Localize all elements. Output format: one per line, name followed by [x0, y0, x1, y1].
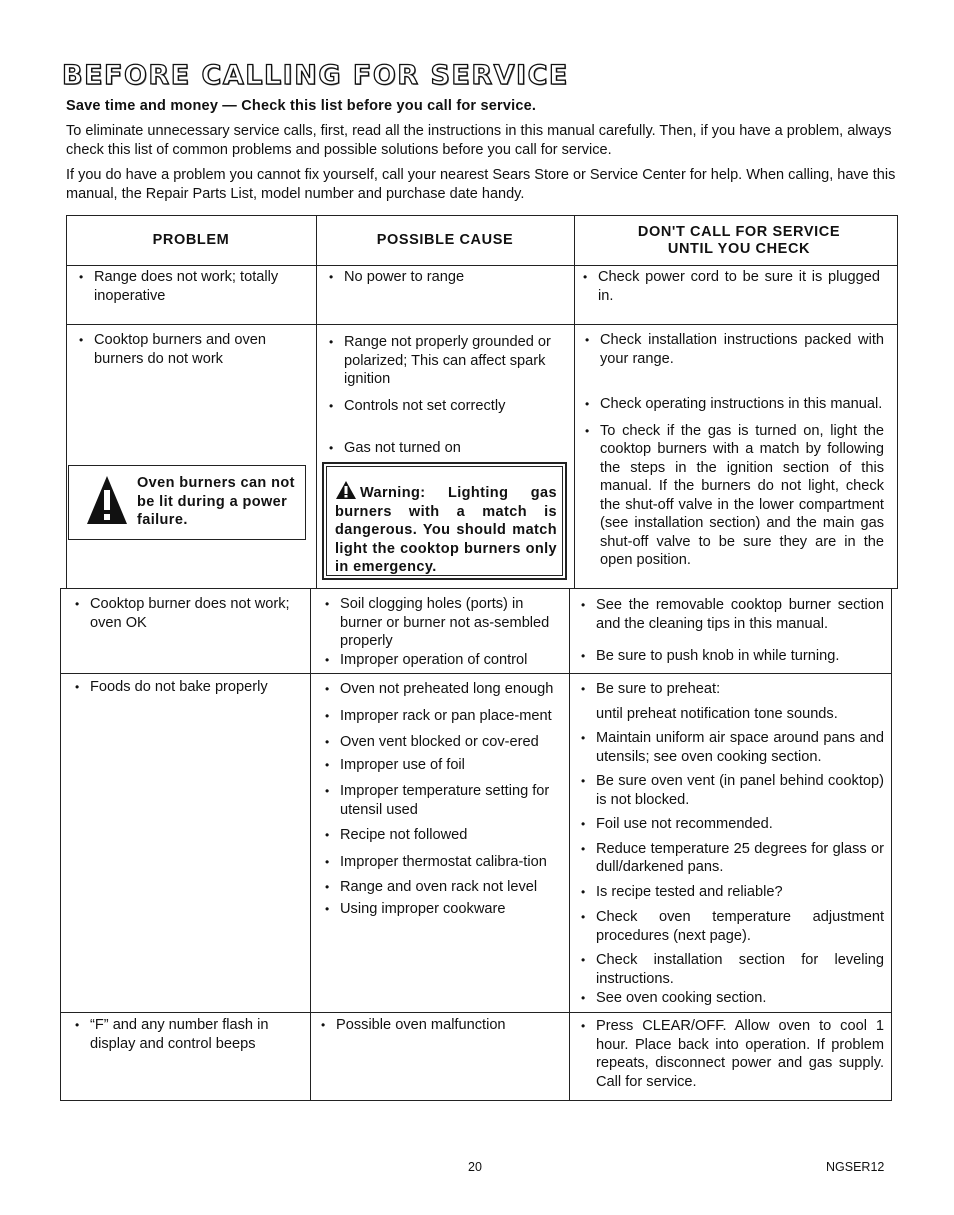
- table-row: [580, 268, 880, 312]
- check-text: • Check oven temperature adjustment procedures (next page).: [578, 908, 884, 945]
- cause-text: • Using improper cookware: [322, 900, 566, 919]
- cause-text: • Improper operation of control: [322, 651, 566, 670]
- cause-text: • Improper use of foil: [322, 756, 566, 775]
- check-text: • Check operating instructions in this manual.: [582, 395, 884, 414]
- check-text: • Press CLEAR/OFF. Allow oven to cool 1 hour. Place back into operation. If problem repeats, disconnect power and gas supply. Call for service.: [578, 1017, 884, 1091]
- check-text: • Be sure to push knob in while turning.: [578, 647, 884, 666]
- table-row: [326, 268, 570, 294]
- cause-text: • Controls not set correctly: [326, 397, 570, 416]
- check-text: • Check installation section for leveling instructions.: [578, 951, 884, 988]
- cause-text: • Possible oven malfunction: [318, 1016, 564, 1035]
- header-dont-call: DON'T CALL FOR SERVICE UNTIL YOU CHECK: [637, 224, 841, 257]
- problem-text: • Foods do not bake properly: [72, 678, 308, 697]
- cause-text: • Improper thermostat calibra-tion: [322, 853, 566, 872]
- warning-icon: [85, 474, 129, 526]
- cause-text: • Gas not turned on: [326, 439, 570, 458]
- caution-box: [68, 465, 306, 540]
- cause-text: • Range not properly grounded or polarized; This can affect spark ignition: [326, 333, 570, 389]
- cause-text: • Range and oven rack not level: [322, 878, 566, 897]
- check-text: • Be sure to preheat:: [578, 680, 884, 699]
- warning-text: Lighting gas burners with a match is dangerous. You should match light the cooktop burners only in emergency.: [335, 485, 557, 575]
- page-number: 20: [468, 1160, 482, 1174]
- warning-icon: [335, 480, 357, 500]
- problem-text: • Range does not work; totally inoperative: [76, 268, 312, 305]
- check-text: • Be sure oven vent (in panel behind cooktop) is not blocked.: [578, 772, 884, 809]
- check-text: • Is recipe tested and reliable?: [578, 883, 884, 902]
- caution-text: Oven burners can not be lit during a power failure.: [137, 475, 295, 528]
- subtitle: Save time and money — Check this list before you call for service.: [66, 98, 537, 114]
- intro-paragraph: To eliminate unnecessary service calls, first, read all the instructions in this manual carefully. Then, if you have a problem, always check this list of common problems and possible solutions before you call for service.: [66, 123, 892, 158]
- cause-text: • Oven not preheated long enough: [322, 680, 566, 699]
- problem-text: • “F” and any number flash in display and control beeps: [72, 1016, 308, 1053]
- check-text: • Foil use not recommended.: [578, 815, 884, 834]
- cause-text: • Recipe not followed: [322, 826, 566, 845]
- page-title: BEFORE CALLING FOR SERVICE: [62, 60, 569, 91]
- cause-text: • Soil clogging holes (ports) in burner or burner not as-sembled properly: [322, 595, 566, 651]
- problem-text: • Cooktop burners and oven burners do not work: [76, 331, 312, 368]
- document-code: NGSER12: [826, 1160, 885, 1174]
- check-text: • Reduce temperature 25 degrees for glass or dull/darkened pans.: [578, 840, 884, 877]
- cause-text: • Oven vent blocked or cov-ered: [322, 733, 566, 752]
- check-text: • Maintain uniform air space around pans and utensils; see oven cooking section.: [578, 729, 884, 766]
- warning-label: Warning:: [360, 485, 426, 501]
- problem-text: • Cooktop burner does not work; oven OK: [72, 595, 308, 632]
- cause-text: • Improper rack or pan place-ment: [322, 707, 566, 726]
- check-text: • Check installation instructions packed with your range.: [582, 331, 884, 368]
- check-text: • To check if the gas is turned on, light the cooktop burners with a match by following the steps in the ignition section of this manual. If the burners do not light, check the shut-off valve in the lower compartment (see installation section) and the main gas shut-off valve to be sure they are in the open position.: [582, 422, 884, 570]
- cause-text: • Improper temperature setting for utensil used: [322, 782, 566, 819]
- warning-box: [322, 462, 567, 580]
- check-text: • See oven cooking section.: [578, 989, 884, 1008]
- header-problem: PROBLEM: [152, 232, 230, 248]
- header-possible-cause: POSSIBLE CAUSE: [376, 232, 514, 248]
- table-row: [76, 268, 312, 312]
- check-text: until preheat notification tone sounds.: [596, 705, 838, 722]
- intro-paragraph: If you do have a problem you cannot fix yourself, call your nearest Sears Store or Service Center for help. When calling, have this manual, the Repair Parts List, model number and purchase date handy.: [66, 167, 896, 202]
- check-text: • See the removable cooktop burner section and the cleaning tips in this manual.: [578, 596, 884, 633]
- cause-text: • No power to range: [326, 268, 570, 287]
- check-text: • Check power cord to be sure it is plugged in.: [580, 268, 880, 305]
